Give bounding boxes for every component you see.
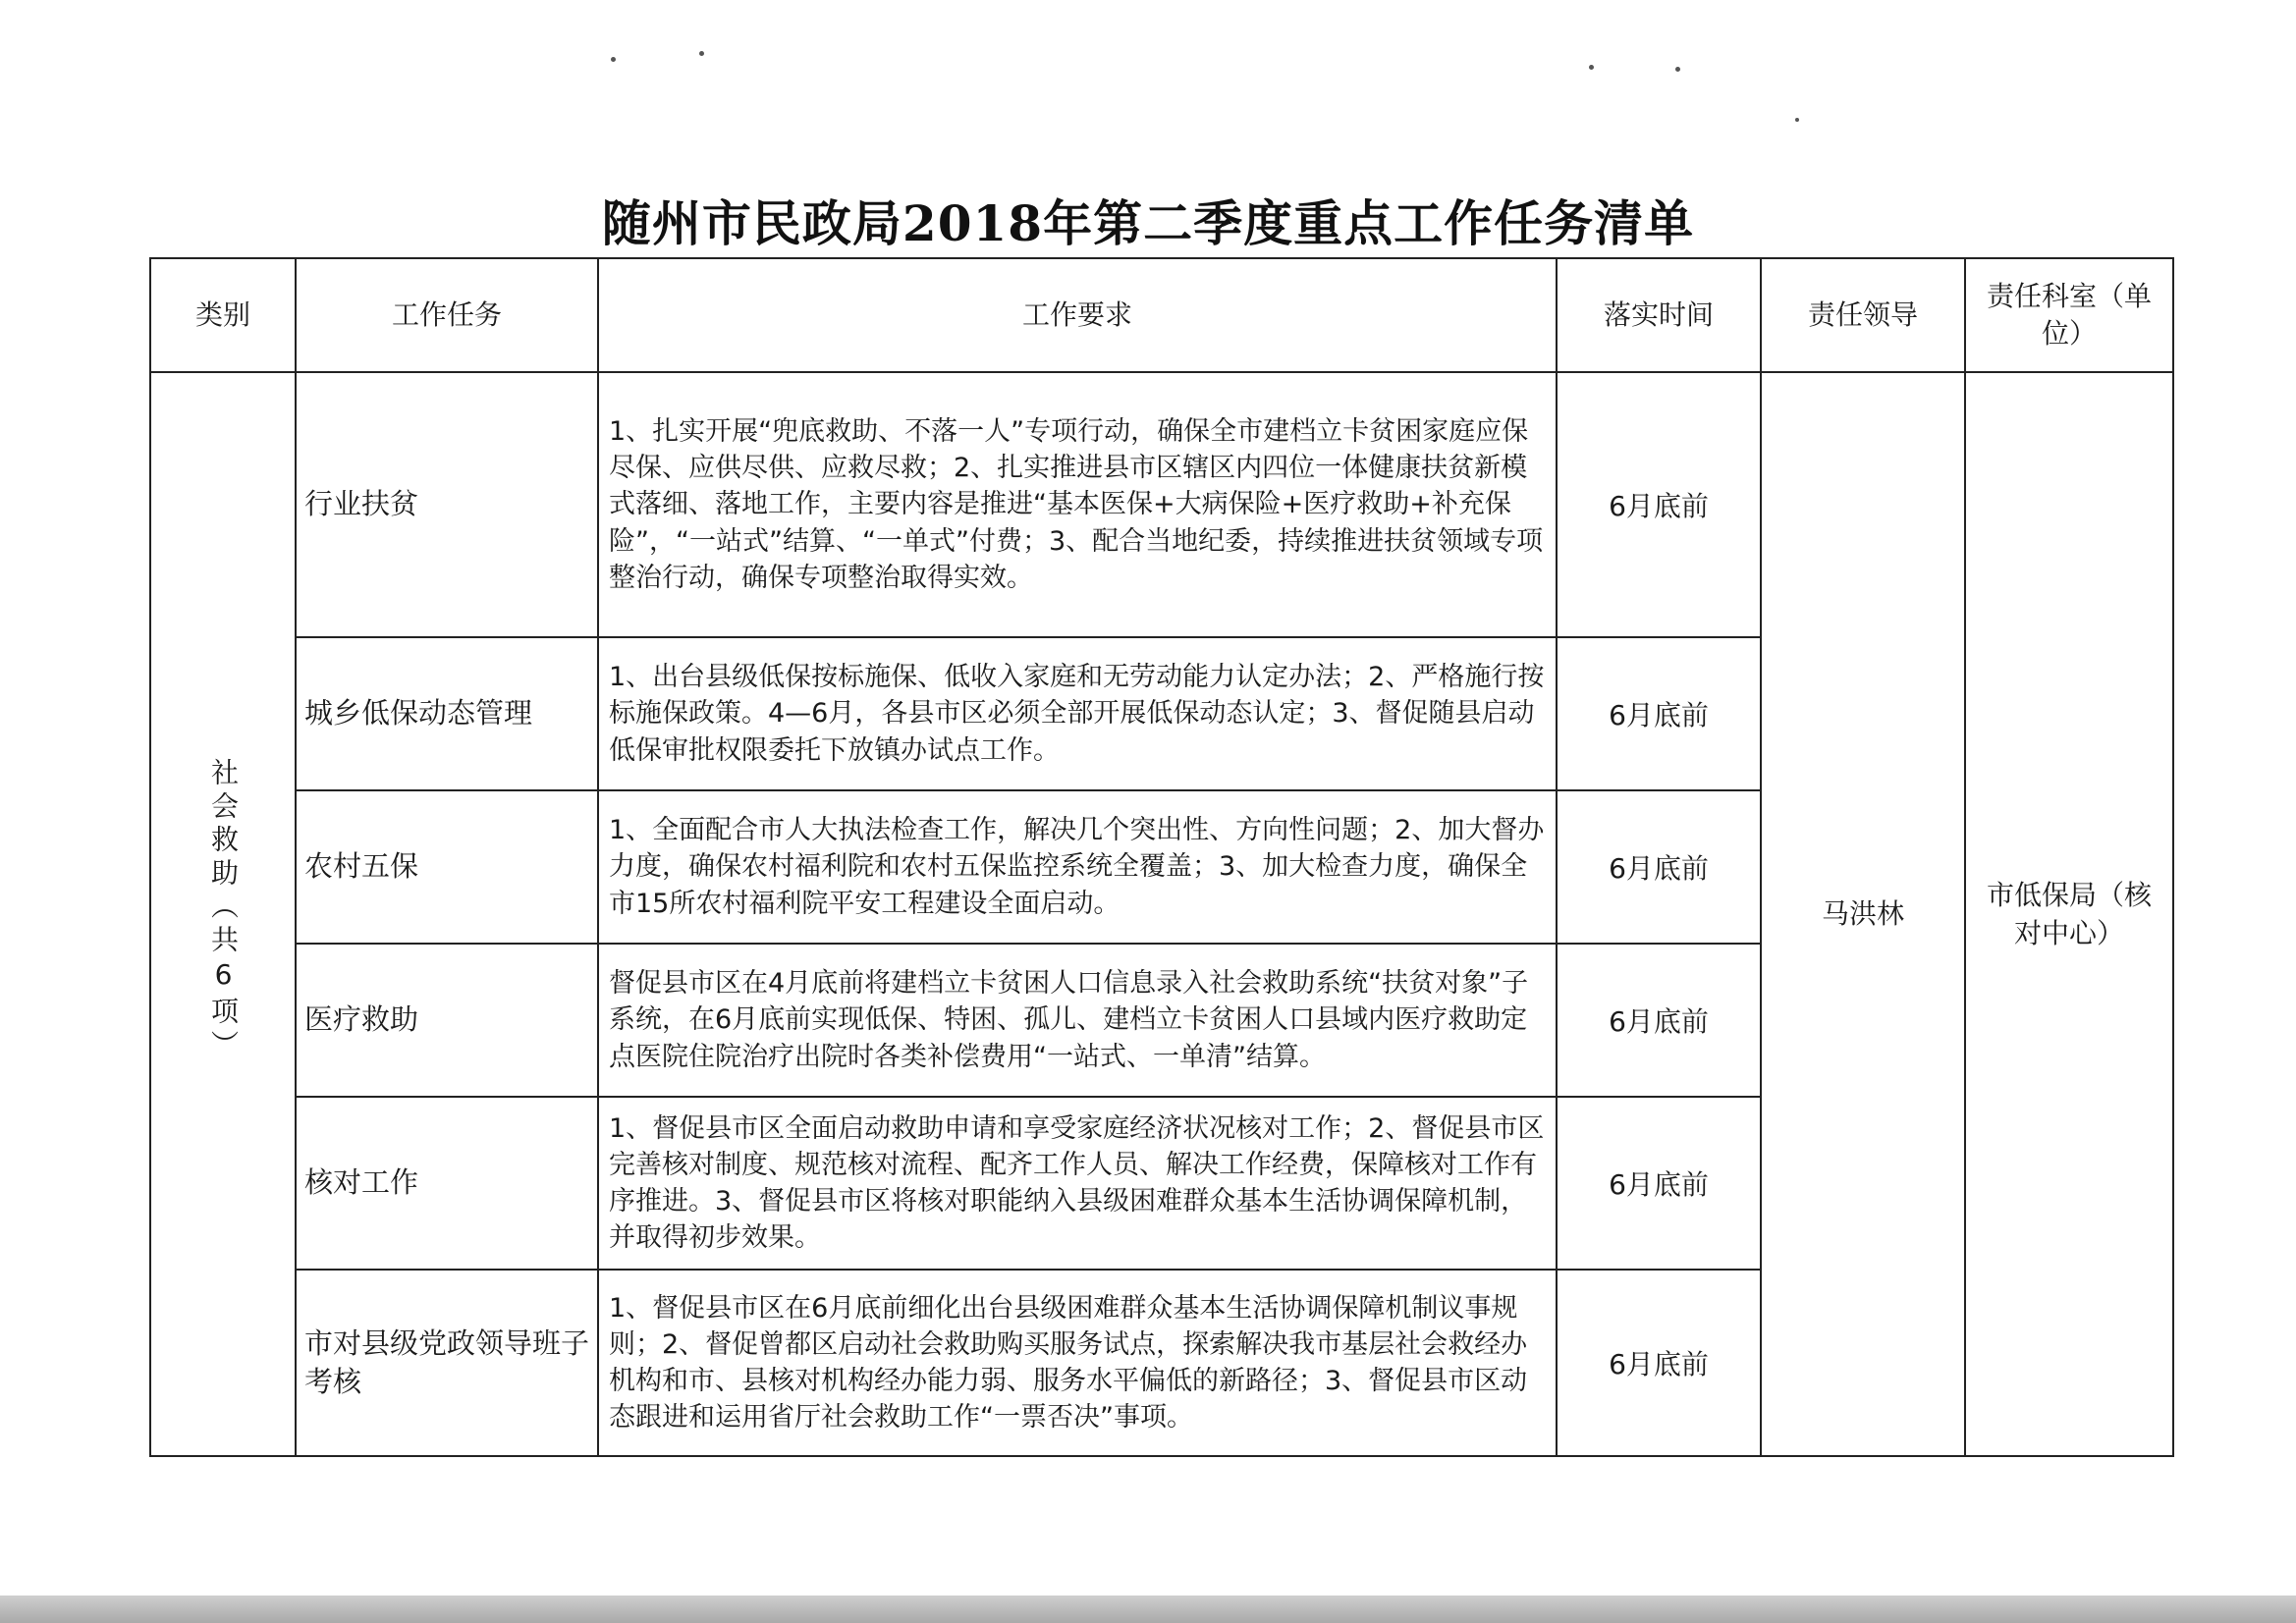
task-name: 医疗救助 xyxy=(296,944,598,1097)
task-name: 核对工作 xyxy=(296,1097,598,1270)
category-cell xyxy=(150,372,296,1456)
scan-edge-strip xyxy=(0,1596,2296,1623)
header-deadline: 落实时间 xyxy=(1557,258,1761,372)
task-deadline: 6月底前 xyxy=(1557,1270,1761,1456)
task-deadline: 6月底前 xyxy=(1557,372,1761,637)
scan-speck xyxy=(1795,118,1799,122)
task-name: 行业扶贫 xyxy=(296,372,598,637)
task-deadline: 6月底前 xyxy=(1557,637,1761,790)
responsible-leader: 马洪林 xyxy=(1761,372,1965,1456)
task-deadline: 6月底前 xyxy=(1557,1097,1761,1270)
scan-speck xyxy=(1675,67,1680,72)
table-row xyxy=(150,372,2173,637)
category-label: 社会救助（共6项） xyxy=(207,758,240,1063)
task-deadline: 6月底前 xyxy=(1557,944,1761,1097)
task-requirement: 1、督促县市区在6月底前细化出台县级困难群众基本生活协调保障机制议事规则；2、督促曾都区启动社会救助购买服务试点，探索解决我市基层社会救经办机构和市、县核对机构经办能力弱、服务水平偏低的新路径；3、督促县市区动态跟进和运用省厅社会救助工作“一票否决”事项。 xyxy=(598,1270,1557,1456)
task-requirement: 1、全面配合市人大执法检查工作，解决几个突出性、方向性问题；2、加大督办力度，确保农村福利院和农村五保监控系统全覆盖；3、加大检查力度，确保全市15所农村福利院平安工程建设全面启动。 xyxy=(598,790,1557,944)
header-leader: 责任领导 xyxy=(1761,258,1965,372)
task-name: 农村五保 xyxy=(296,790,598,944)
scan-speck xyxy=(699,51,704,56)
task-requirement: 1、督促县市区全面启动救助申请和享受家庭经济状况核对工作；2、督促县市区完善核对制度、规范核对流程、配齐工作人员、解决工作经费，保障核对工作有序推进。3、督促县市区将核对职能纳入县级困难群众基本生活协调保障机制，并取得初步效果。 xyxy=(598,1097,1557,1270)
task-requirement: 督促县市区在4月底前将建档立卡贫困人口信息录入社会救助系统“扶贫对象”子系统，在6月底前实现低保、特困、孤儿、建档立卡贫困人口县域内医疗救助定点医院住院治疗出院时各类补偿费用“一站式、一单清”结算。 xyxy=(598,944,1557,1097)
task-requirement: 1、出台县级低保按标施保、低收入家庭和无劳动能力认定办法；2、严格施行按标施保政策。4—6月，各县市区必须全部开展低保动态认定；3、督促随县启动低保审批权限委托下放镇办试点工作。 xyxy=(598,637,1557,790)
header-unit: 责任科室（单位） xyxy=(1965,258,2173,372)
task-table xyxy=(149,257,2174,1457)
header-category: 类别 xyxy=(150,258,296,372)
table-header-row xyxy=(150,258,2173,372)
header-requirement: 工作要求 xyxy=(598,258,1557,372)
task-name: 市对县级党政领导班子考核 xyxy=(296,1270,598,1456)
task-requirement: 1、扎实开展“兜底救助、不落一人”专项行动，确保全市建档立卡贫困家庭应保尽保、应供尽供、应救尽救；2、扎实推进县市区辖区内四位一体健康扶贫新模式落细、落地工作，主要内容是推进“基本医保+大病保险+医疗救助+补充保险”，“一站式”结算、“一单式”付费；3、配合当地纪委，持续推进扶贫领域专项整治行动，确保专项整治取得实效。 xyxy=(598,372,1557,637)
scan-speck xyxy=(1589,65,1594,70)
task-deadline: 6月底前 xyxy=(1557,790,1761,944)
responsible-unit: 市低保局（核对中心） xyxy=(1965,372,2173,1456)
page-title: 随州市民政局2018年第二季度重点工作任务清单 xyxy=(601,194,1695,252)
scan-speck xyxy=(611,57,616,62)
task-name: 城乡低保动态管理 xyxy=(296,637,598,790)
header-task: 工作任务 xyxy=(296,258,598,372)
